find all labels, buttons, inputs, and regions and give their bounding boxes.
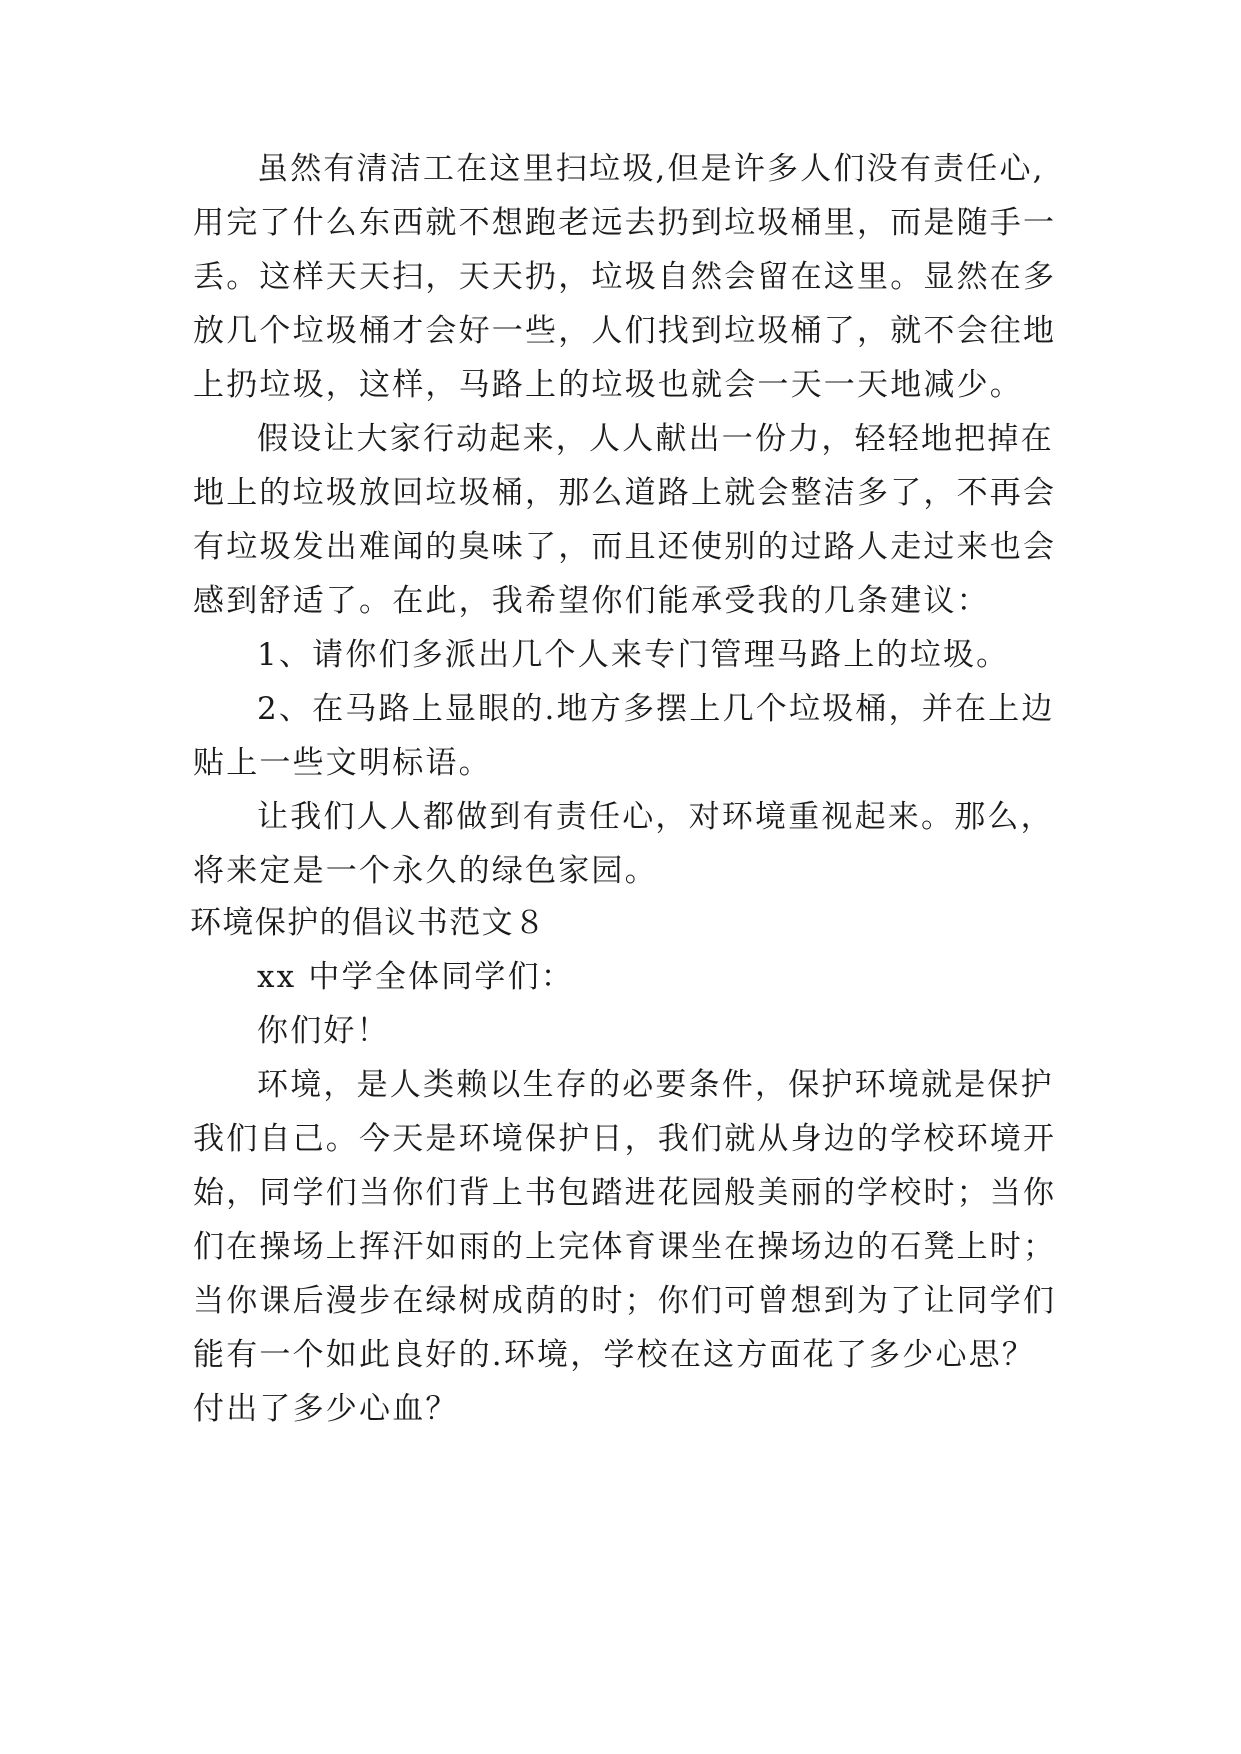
- text-line: 们在操场上挥汗如雨的上完体育课坐在操场边的石凳上时；: [193, 1229, 1057, 1265]
- text-line: 上扔垃圾，这样，马路上的垃圾也就会一天一天地减少。: [193, 367, 1023, 403]
- text-line: 能有一个如此良好的.环境，学校在这方面花了多少心思？: [193, 1337, 1036, 1373]
- list-item: 1、请你们多派出几个人来专门管理马路上的垃圾。: [257, 637, 1010, 673]
- text-line: 贴上一些文明标语。: [193, 745, 492, 781]
- text-line: 始，同学们当你们背上书包踏进花园般美丽的学校时；当你: [193, 1175, 1057, 1211]
- list-item: 2、在马路上显眼的.地方多摆上几个垃圾桶，并在上边: [257, 691, 1055, 727]
- section-title: 环境保护的倡议书范文８: [190, 905, 547, 941]
- text-line: 我们自己。今天是环境保护日，我们就从身边的学校环境开: [193, 1121, 1057, 1157]
- text-line: 将来定是一个永久的绿色家园。: [193, 853, 658, 889]
- greeting: 你们好！: [257, 1013, 390, 1049]
- text-line: 虽然有清洁工在这里扫垃圾,但是许多人们没有责任心,: [257, 151, 1045, 187]
- text-line: 环境，是人类赖以生存的必要条件，保护环境就是保护: [257, 1067, 1054, 1103]
- text-line: 丢。这样天天扫，天天扔，垃圾自然会留在这里。显然在多: [193, 259, 1057, 295]
- text-line: 地上的垃圾放回垃圾桶，那么道路上就会整洁多了，不再会: [193, 475, 1057, 511]
- text-line: 有垃圾发出难闻的臭味了，而且还使别的过路人走过来也会: [193, 529, 1057, 565]
- text-line: 当你课后漫步在绿树成荫的时；你们可曾想到为了让同学们: [193, 1283, 1057, 1319]
- text-line: 感到舒适了。在此，我希望你们能承受我的几条建议：: [193, 583, 990, 619]
- text-line: 让我们人人都做到有责任心，对环境重视起来。那么，: [257, 799, 1054, 835]
- text-line: 假设让大家行动起来，人人献出一份力，轻轻地把掉在: [257, 421, 1054, 457]
- salutation: xx 中学全体同学们：: [257, 959, 575, 995]
- text-line: 放几个垃圾桶才会好一些，人们找到垃圾桶了，就不会往地: [193, 313, 1057, 349]
- text-line: 用完了什么东西就不想跑老远去扔到垃圾桶里，而是随手一: [193, 205, 1057, 241]
- text-line: 付出了多少心血？: [193, 1391, 459, 1427]
